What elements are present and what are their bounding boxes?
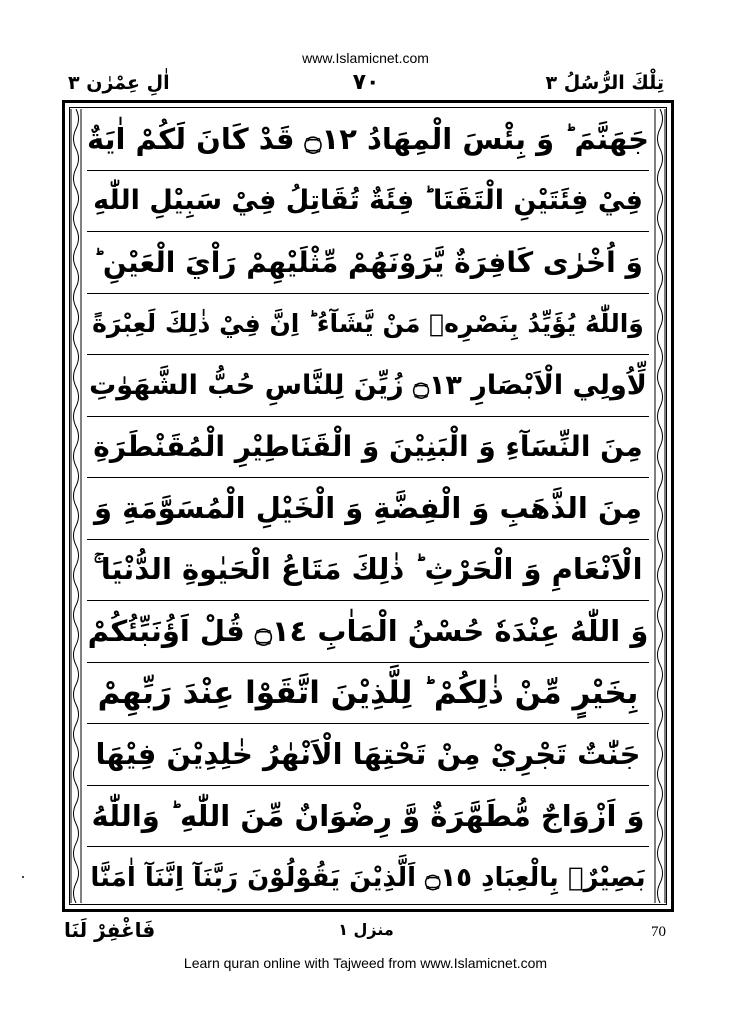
verse-line: بِخَيْرٍ مِّنْ ذٰلِكُمْ ؕ لِلَّذِيْنَ اتَّقَوْا عِنْدَ رَبِّهِمْ	[87, 663, 649, 725]
verse-line: وَ اللّٰهُ عِنْدَهٗ حُسْنُ الْمَاٰبِ ۝١٤ قُلْ اَؤُنَبِّئُكُمْ	[87, 601, 649, 663]
left-border-ornament	[69, 109, 83, 903]
verse-line: جَنّٰتٌ تَجْرِيْ مِنْ تَحْتِهَا الْاَنْهٰرُ خٰلِدِيْنَ فِيْهَا	[87, 724, 649, 786]
page-footer	[60, 918, 672, 948]
verse-line: مِنَ النِّسَآءِ وَ الْبَنِيْنَ وَ الْقَنَاطِيْرِ الْمُقَنْطَرَةِ	[87, 417, 649, 479]
verse-line: وَ اَزْوَاجٌ مُّطَهَّرَةٌ وَّ رِضْوَانٌ مِّنَ اللّٰهِ ؕ وَاللّٰهُ	[87, 786, 649, 848]
page-number: 70	[651, 924, 666, 940]
catchword: فَاغْفِرْ لَنَا	[64, 918, 156, 942]
stray-mark	[22, 876, 24, 878]
verse-line: وَ اُخْرٰى كَافِرَةٌ يَّرَوْنَهُمْ مِّثْلَيْهِمْ رَاْيَ الْعَيْنِ ؕ	[87, 232, 649, 294]
text-frame	[62, 100, 674, 912]
verse-line: لِّاُولِي الْاَبْصَارِ ۝١٣ زُيِّنَ لِلنَّاسِ حُبُّ الشَّهَوٰتِ	[87, 355, 649, 417]
bottom-tagline: Learn quran online with Tajweed from www.Islamicnet.com	[183, 955, 548, 971]
page-number-arabic: ٧٠	[352, 70, 380, 95]
verse-line: جَهَنَّمَ ؕ وَ بِئْسَ الْمِهَادُ ۝١٢ قَدْ كَانَ لَكُمْ اٰيَةٌ	[87, 109, 649, 171]
verse-line: بَصِيْرٌۢ بِالْعِبَادِ ۝١٥ اَلَّذِيْنَ يَقُوْلُوْنَ رَبَّنَآ اِنَّنَآ اٰمَنَّا	[90, 862, 646, 893]
page-header	[60, 70, 672, 98]
juz-name: تِلْكَ الرُّسُلُ ٣	[545, 72, 664, 94]
verse-lines	[87, 109, 649, 903]
manzil-label: منزل ١	[338, 920, 394, 939]
verse-line: فِيْ فِئَتَيْنِ الْتَقَتَا ؕ فِئَةٌ تُقَاتِلُ فِيْ سَبِيْلِ اللّٰهِ	[87, 171, 649, 233]
top-website-url: www.Islamicnet.com	[302, 50, 429, 66]
verse-line: مِنَ الذَّهَبِ وَ الْفِضَّةِ وَ الْخَيْلِ الْمُسَوَّمَةِ وَ	[87, 478, 649, 540]
verse-line: الْاَنْعَامِ وَ الْحَرْثِ ؕ ذٰلِكَ مَتَاعُ الْحَيٰوةِ الدُّنْيَا ۚ	[87, 540, 649, 602]
verse-line: وَاللّٰهُ يُؤَيِّدُ بِنَصْرِهٖ مَنْ يَّشَآءُ ؕ اِنَّ فِيْ ذٰلِكَ لَعِبْرَةً	[87, 294, 649, 356]
right-border-ornament	[653, 109, 667, 903]
surah-name: اٰلِ عِمْرٰن ٣	[68, 72, 170, 94]
